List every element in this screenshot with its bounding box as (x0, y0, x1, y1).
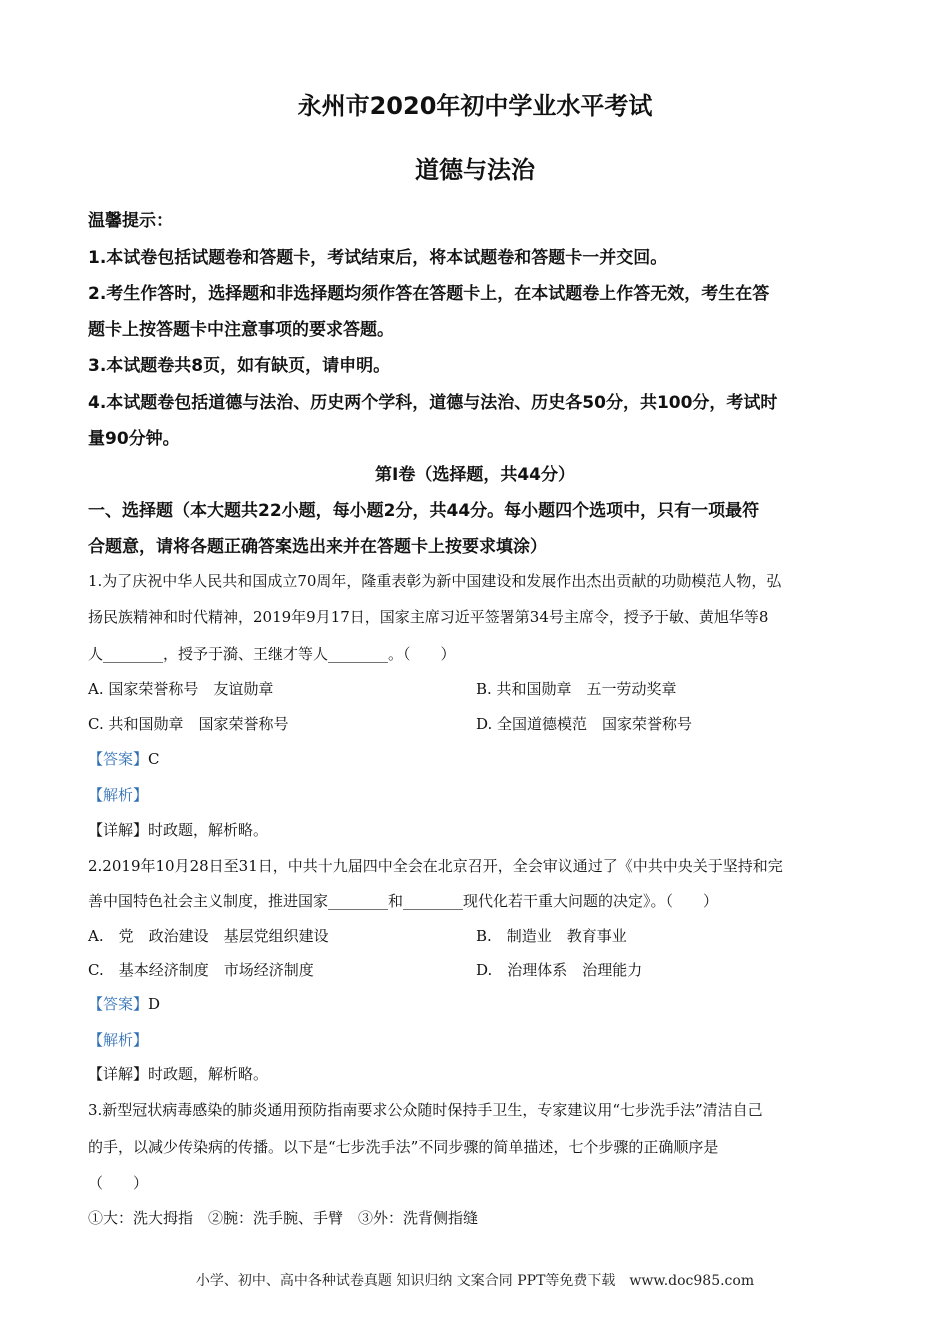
answer-label: 【答案】 (88, 750, 149, 768)
section-title: 第Ⅰ卷（选择题，共44分） (375, 465, 575, 485)
question-2-line-1: 2.2019年10月28日至31日，中共十九届四中全会在北京召开，全会审议通过了《中共中央关于坚持和完 (88, 857, 783, 875)
notice-item-2-cont: 题卡上按答题卡中注意事项的要求答题。 (88, 320, 394, 340)
notice-item-3: 3.本试题卷共8页，如有缺页，请申明。 (88, 356, 391, 376)
question-1-option-a: A. 国家荣誉称号 友谊勋章 (88, 680, 274, 698)
question-1-option-c: C. 共和国勋章 国家荣誉称号 (88, 715, 289, 733)
question-2-option-c: C. 基本经济制度 市场经济制度 (88, 961, 314, 979)
question-1-option-b: B. 共和国勋章 五一劳动奖章 (476, 680, 677, 698)
question-1-line-1: 1.为了庆祝中华人民共和国成立70周年，隆重表彰为新中国建设和发展作出杰出贡献的功勋模范人物，弘 (88, 572, 782, 590)
notice-item-2: 2.考生作答时，选择题和非选择题均须作答在答题卡上，在本试题卷上作答无效，考生在答 (88, 284, 770, 304)
question-2-analysis-label: 【解析】 (88, 1031, 149, 1049)
answer-value: D (148, 995, 161, 1013)
question-1-line-2: 扬民族精神和时代精神，2019年9月17日，国家主席习近平签署第34号主席令，授予于敏、黄旭华等8 (88, 608, 769, 626)
question-2-line-2: 善中国特色社会主义制度，推进国家________和________现代化若干重大问题的决定》。（ ） (88, 892, 719, 910)
question-1-option-d: D. 全国道德模范 国家荣誉称号 (476, 715, 693, 733)
question-3-line-4: ①大：洗大拇指 ②腕：洗手腕、手臂 ③外：洗背侧指缝 (88, 1209, 479, 1227)
question-3-line-1: 3.新型冠状病毒感染的肺炎通用预防指南要求公众随时保持手卫生，专家建议用“七步洗手法”清洁自己 (88, 1101, 763, 1119)
detail-text: 时政题，解析略。 (148, 1065, 269, 1083)
section-instructions-1: 一、选择题（本大题共22小题，每小题2分，共44分。每小题四个选项中，只有一项最符 (88, 501, 760, 521)
exam-title: 永州市2020年初中学业水平考试 (297, 92, 653, 120)
notice-item-4: 4.本试题卷包括道德与法治、历史两个学科，道德与法治、历史各50分，共100分，考试时 (88, 393, 778, 413)
section-instructions-2: 合题意，请将各题正确答案选出来并在答题卡上按要求填涂） (88, 537, 547, 557)
page-footer: 小学、初中、高中各种试卷真题 知识归纳 文案合同 PPT等免费下载 www.doc985.com (195, 1273, 755, 1289)
question-2-detail (88, 1063, 268, 1084)
answer-label: 【答案】 (88, 995, 149, 1013)
question-1-line-3: 人________，授予于漪、王继才等人________。（ ） (88, 645, 456, 663)
notice-item-4-cont: 量90分钟。 (88, 429, 180, 449)
detail-label: 【详解】 (88, 821, 149, 839)
question-3-line-2: 的手，以减少传染病的传播。以下是“七步洗手法”不同步骤的简单描述，七个步骤的正确顺序是 (88, 1138, 719, 1156)
question-2-option-d: D. 治理体系 治理能力 (476, 961, 643, 979)
detail-text: 时政题，解析略。 (148, 821, 269, 839)
subject-title: 道德与法治 (415, 156, 535, 184)
question-1-answer (88, 748, 160, 769)
question-1-detail (88, 819, 268, 840)
question-2-option-b: B. 制造业 教育事业 (476, 927, 627, 945)
question-2-option-a: A. 党 政治建设 基层党组织建设 (88, 927, 329, 945)
notice-item-1: 1.本试卷包括试题卷和答题卡，考试结束后，将本试题卷和答题卡一并交回。 (88, 248, 668, 268)
detail-label: 【详解】 (88, 1065, 149, 1083)
question-2-answer (88, 993, 160, 1014)
question-1-analysis-label: 【解析】 (88, 786, 149, 804)
notice-heading: 温馨提示： (88, 211, 173, 231)
answer-value: C (148, 750, 160, 768)
question-3-line-3: （ ） (88, 1174, 149, 1192)
